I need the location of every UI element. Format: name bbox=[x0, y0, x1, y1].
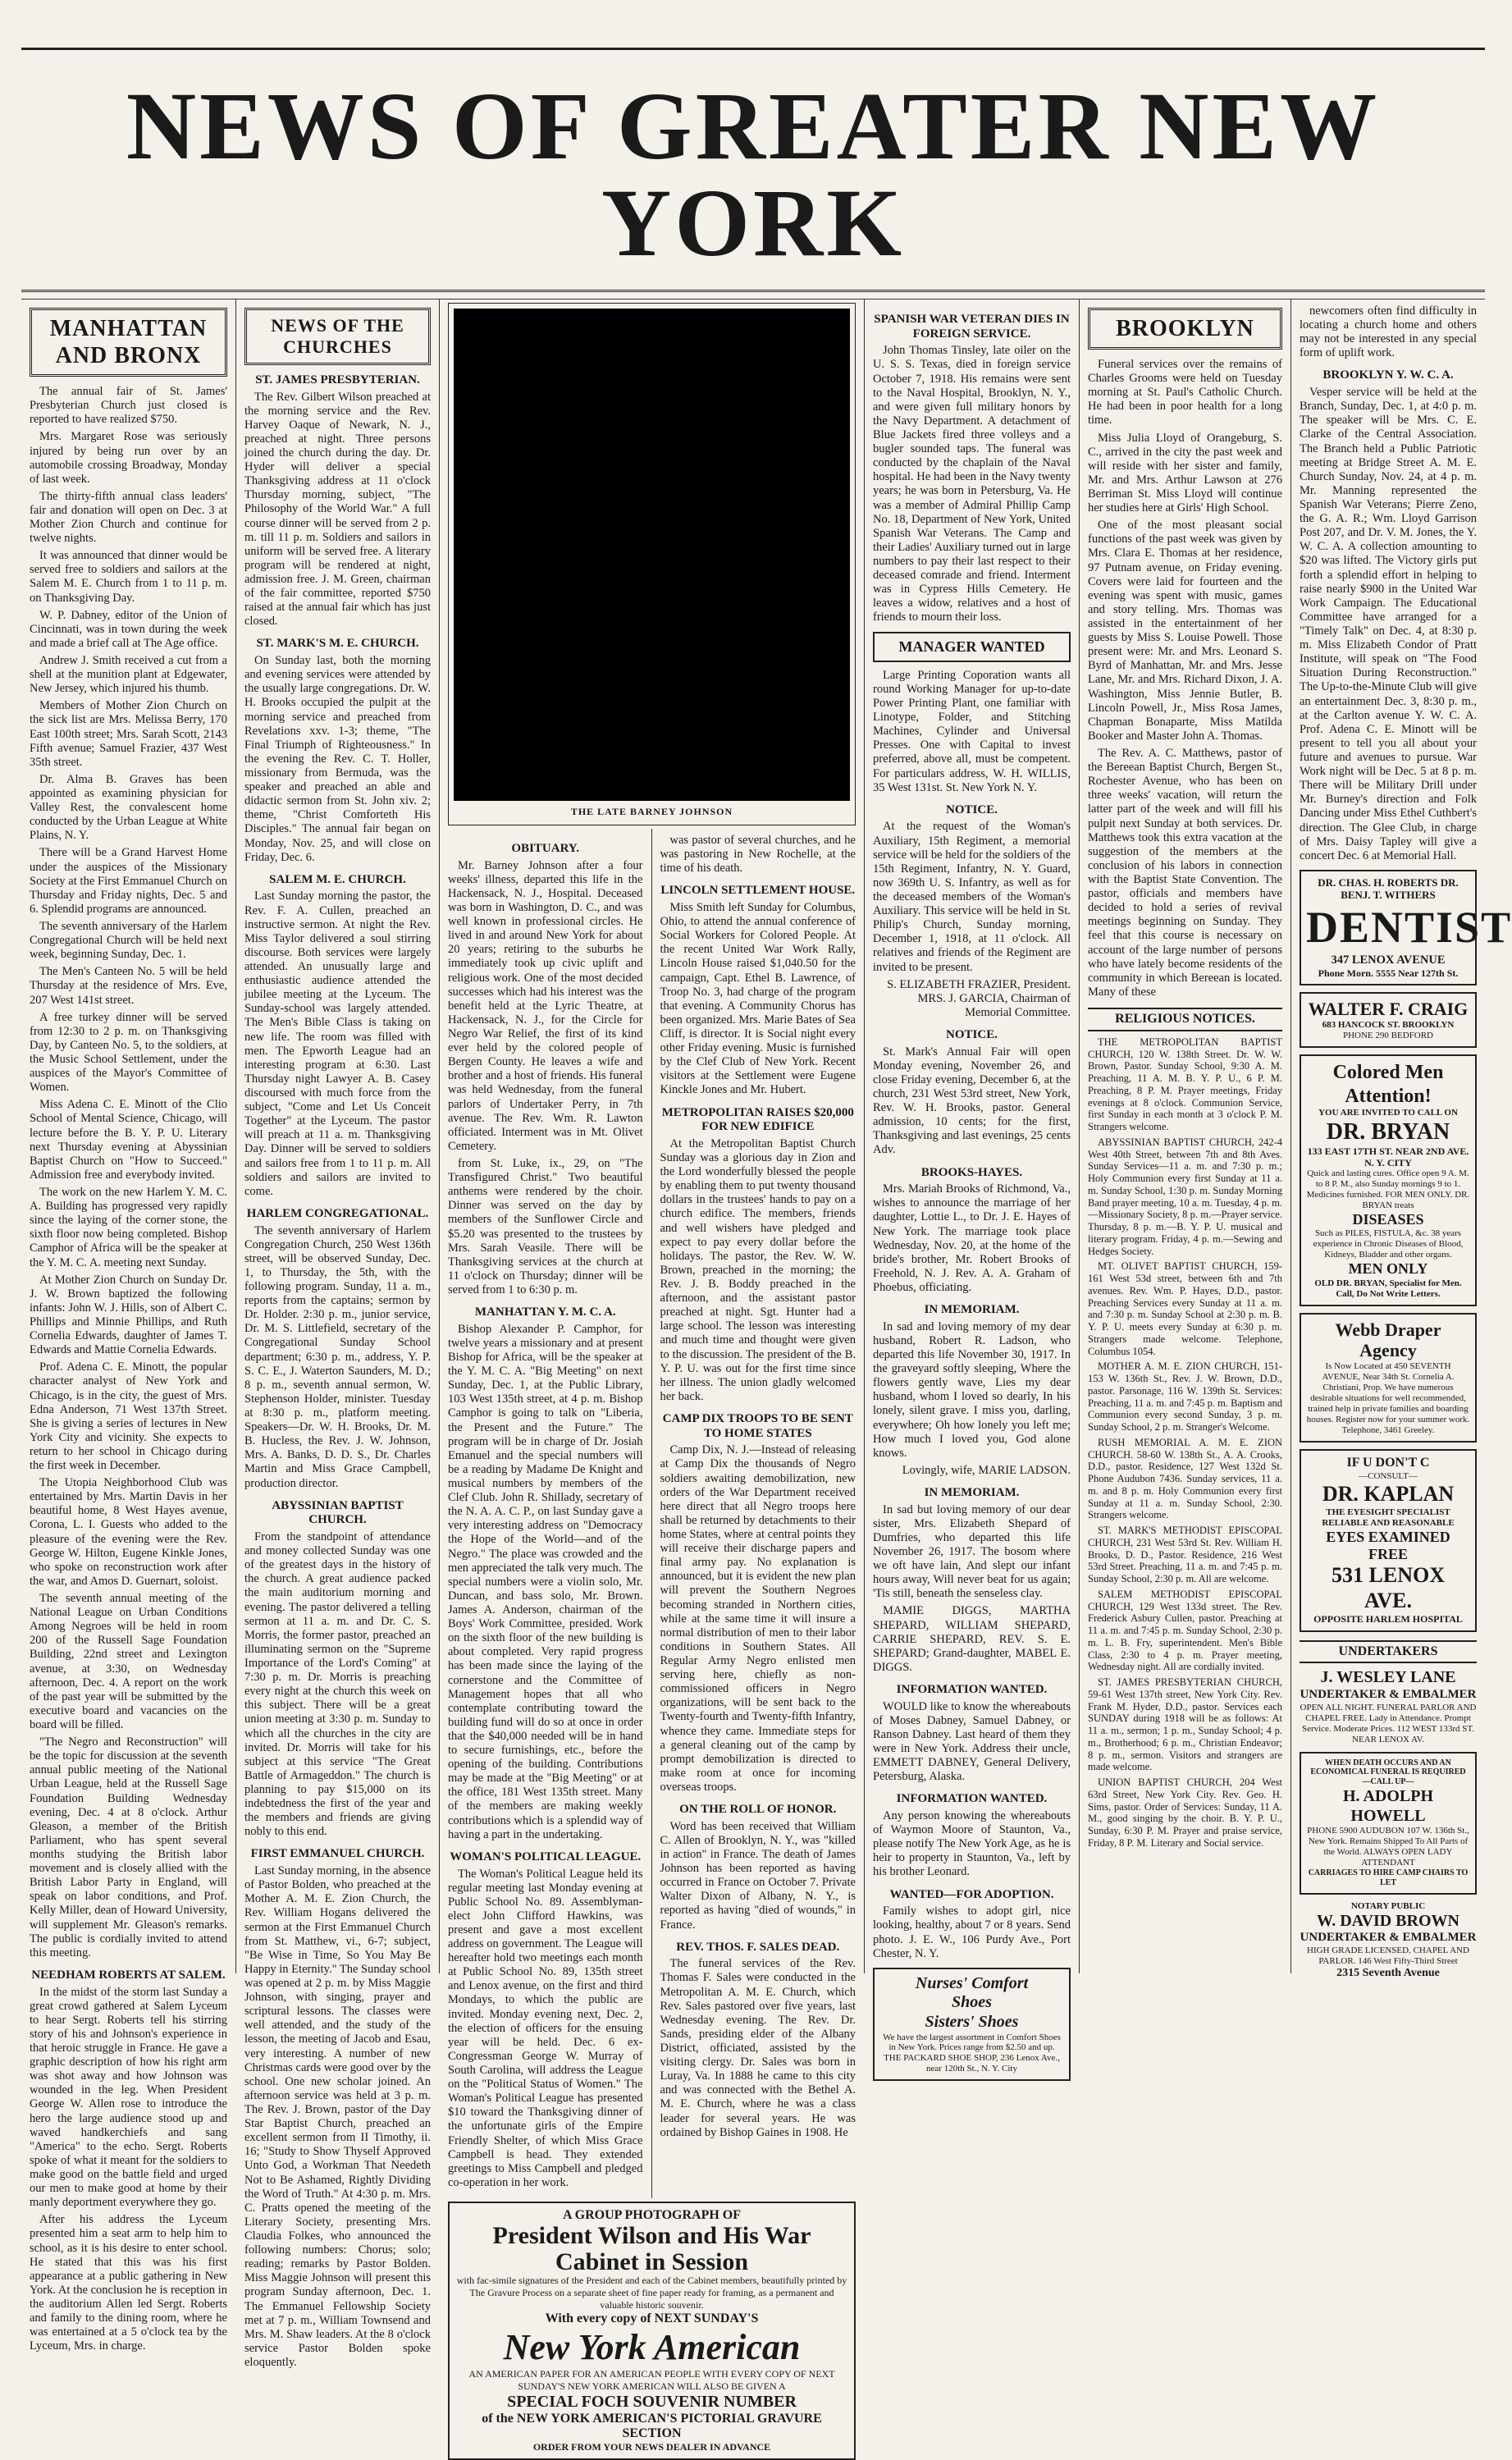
brown-name: W. DAVID BROWN bbox=[1317, 1911, 1459, 1930]
brown-title: UNDERTAKER & EMBALMER bbox=[1300, 1931, 1477, 1945]
brown-footer: 2315 Seventh Avenue bbox=[1336, 1966, 1440, 1979]
kaplan-line: —CONSULT— bbox=[1359, 1471, 1418, 1482]
church-text: The seventh anniversary of Harlem Congregation Church, 250 West 136th street, will be observed Sunday, Dec. 1, to Thursday, the 5th, with the following program. Sunday, 11 a. m., reports from the captains; sermon by Dr. Holder. 2:30 p. m., junior service, Dr. M. S. Littlefield, secretary of the Congregational Sunday School department; 6:30 p. m., address, Y. P. S. C. E., J. Waterton Saunders, M. D.; 8 p. m., seventh annual sermon, W. Stephenson Holder, minister. Tuesday at 8:30 p. m., platform meeting. Speakers—Dr. W. H. Brooks, Dr. M. B. Hucless, the Rev. J. W. Johnson, Mrs. A. Banks, D. D. S., Dr. Charles Martin and Miss Grace Campbell, production director. bbox=[244, 1223, 431, 1490]
diseases-title: DISEASES bbox=[1352, 1211, 1424, 1228]
brooks-hayes-text: Mrs. Mariah Brooks of Richmond, Va., wishes to announce the marriage of her daughter, Lottie L., to Dr. J. E. Hayes of New York. The marriage took place Wednesday, Nov. 20, at the home of the bride's brother, Mr. Robert Brooks of Freehold, N. J. Rev. A. A. Graham of Phoebus, officiating. bbox=[873, 1182, 1071, 1295]
lane-title: UNDERTAKER & EMBALMER bbox=[1300, 1688, 1477, 1702]
colored-men-line: Attention! bbox=[1345, 1085, 1432, 1107]
webb-draper-title: Webb Draper Agency bbox=[1335, 1319, 1441, 1361]
church-headline: HARLEM CONGREGATIONAL. bbox=[246, 1206, 429, 1220]
notice-headline: NOTICE. bbox=[946, 802, 998, 816]
adoption-text: Family wishes to adopt girl, nice looking, healthy, about 7 or 8 years. Send photo. J. E. W., 106 Purdy Ave., Port Chester, N. Y. bbox=[873, 1904, 1071, 1960]
manhattan-item: The seventh anniversary of the Harlem Congregational Church will be held next week, beginning Sunday, Dec. 1. bbox=[30, 920, 227, 962]
dentist-ad bbox=[1300, 870, 1512, 986]
honor-roll-headline: ON THE ROLL OF HONOR. bbox=[679, 1803, 837, 1817]
manhattan-item: Mrs. Margaret Rose was seriously injured by being run over by an automobile crossing Broadway, Monday of last week. bbox=[30, 430, 227, 486]
columns bbox=[21, 299, 1512, 2453]
center-subcolumns bbox=[440, 829, 864, 2198]
manhattan-section-title: MANHATTAN AND BRONX bbox=[30, 308, 227, 377]
masthead-title: NEWS OF GREATER NEW YORK bbox=[126, 72, 1381, 277]
manhattan-item: "The Negro and Reconstruction" will be the topic for discussion at the seventh annual public meeting of the National Urban League, held at the Russell Sage Foundation Building Wednesday evening, Dec. 4 at 8 o'clock. Arthur Gleason, a member of the British Parliament, who has spent several months studying the British labor movement and is closely allied with the British Labor Party in England, will speak on labor conditions, and Prof. Kelly Miller, dean of Howard University, will supplement Mr. Gleason's remarks. The public is cordially invited to attend this meeting. bbox=[30, 1735, 227, 1959]
wilson-ad-line: With every copy of NEXT SUNDAY'S bbox=[545, 2311, 759, 2326]
religious-notices bbox=[1088, 1036, 1282, 1850]
metropolitan-text: At the Metropolitan Baptist Church Sunday was a glorious day in Zion and the Lord wonderfully blessed the people by enabling them to put twenty thousand dollars in the trustees' hands to pay on a church edifice. The members, friends and well wishers have pledged and expect to pay every dollar before the holidays. The pastor, the Rev. W. W. Brown, preached in the morning; the Rev. J. B. Boddy preached in the afternoon, and the assistant pastor preached at night. Sgt. Hunter had a large school. The lesson was interesting and much time and thought were given to the discussion. The president of the B. Y. P. U. was out for the first time since her illness. The union gladly welcomed her back. bbox=[660, 1136, 856, 1403]
manhattan-item: Prof. Adena C. E. Minott, the popular character analyst of New York and Chicago, is in the city, the guest of Mrs. Edna Anderson, 71 West 137th Street. She is giving a series of lectures in New York City and vicinity. She expects to return to her school in Chicago during the first week in December. bbox=[30, 1360, 227, 1473]
fair-text: from St. Luke, ix., 29, on "The Transfigured Christ." Two beautiful anthems were rendered by the choir. Dinner was served on the day by members of the Sunflower Circle and $5.20 was presented to the trustees by Mrs. Sarah Veasile. There will be Thanksgiving services at the church at 11 o'clock on Thursday; dinner will be served from 1 to 6:30 p. m. bbox=[448, 1156, 643, 1296]
brooklyn-section-title: BROOKLYN bbox=[1088, 308, 1282, 350]
portrait-photo bbox=[454, 309, 850, 801]
church-text: Last Sunday morning the pastor, the Rev. F. A. Cullen, preached an instructive sermon. At night the Rev. Miss Taylor delivered a soul stirring discourse. Both services were largely attended. An unusually large and enthusiastic audience attended the jubilee meeting at the Lyceum. The Sunday-school was largely attended. The Men's Bible Class is taking on new life. The room was filled with men. The Epworth League had an interesting program at 6:30. Last Thursday night Lawyer A. B. Casey discoursed with much force from the subject, "Come and Let Us Conceit Together" at the Lyceum. The pastor will preach at 11 a. m. Thanksgiving Day. Dinner will be served to soldiers and sailors free from 1 to 11 p. m. All soldiers and sailors are invited to come. bbox=[244, 889, 431, 1198]
men-only-title: MEN ONLY bbox=[1348, 1260, 1428, 1278]
wilson-ad-footer: ORDER FROM YOUR NEWS DEALER IN ADVANCE bbox=[532, 2441, 771, 2453]
info-wanted-text: WOULD like to know the whereabouts of Moses Dabney, Samuel Dabney, or Ranson Dabney. Last heard of them they were in New York. Address their uncle, EMMETT DABNEY, General Delivery, Petersburg, Alaska. bbox=[873, 1699, 1071, 1784]
manager-wanted-text: Large Printing Coporation wants all round Working Manager for up-to-date Power Printing Plant, one familiar with Linotype, Folder, and Stitching Machines, Cylinder and Universal Presses. One with Capital to invest preferred, above all, must be competent. For particulars address, W. H. WILLIS, 35 West 131st. St. New York N. Y. bbox=[873, 668, 1071, 794]
manhattan-item: Andrew J. Smith received a cut from a shell at the munition plant at Edgewater, New Jersey, which injured his thumb. bbox=[30, 654, 227, 696]
brooks-hayes-headline: BROOKS-HAYES. bbox=[920, 1165, 1023, 1179]
sales-text: The funeral services of the Rev. Thomas F. Sales were conducted in the Metropolitan A. M. E. Church, which Rev. Sales pastored over five years, last Wednesday evening. The Rev. Dr. Sands, presiding elder of the Albany District, officiated, assisted by the visiting clergy. Dr. Sales was born in Luray, Va. In 1888 he came to this city and was connected with the Bethel A. M. E. Church, where he was a class leader for several years. He was ordained by Bishop Gaines in 1908. He bbox=[660, 1957, 856, 2139]
camp-dix-headline: CAMP DIX TROOPS TO BE SENT TO HOME STATES bbox=[662, 1412, 853, 1440]
webb-draper-ad bbox=[1300, 1313, 1477, 1443]
nurses-shoes-ad bbox=[873, 1968, 1071, 2082]
nurses-shoes-text: We have the largest assortment in Comfort Shoes in New York. Prices range from $2.50 and up. THE PACKARD SHOE SHOP, 236 Lenox Ave., near 120th St., N. Y. City bbox=[883, 2032, 1061, 2074]
manhattan-item: The annual fair of St. James' Presbyterian Church just closed is reported to have realized $750. bbox=[30, 385, 227, 427]
nurses-shoes-line: Nurses' Comfort bbox=[915, 1973, 1029, 1992]
manhattan-item: The thirty-fifth annual class leaders' fair and donation will open on Dec. 3 at Mother Zion Church and continue for twelve nights. bbox=[30, 489, 227, 546]
kaplan-line: THE EYESIGHT SPECIALIST RELIABLE AND REASONABLE bbox=[1322, 1507, 1455, 1528]
memoriam-text: In sad and loving memory of my dear husband, Robert R. Ladson, who departed this life November 30, 1917. In the graveyard softly sleeping, Where the flowers gently wave, Lies my dear husband, whom I loved so dearly, In his lonely, silent grave. I miss you, darling, everywhere; Oh how lonely you left me; How much I loved you, God alone knows. bbox=[873, 1319, 1071, 1460]
church-headline: SALEM M. E. CHURCH. bbox=[269, 872, 406, 886]
nurses-shoes-line: Shoes bbox=[952, 1993, 992, 2012]
women-league-text: The Woman's Political League held its regular meeting last Monday evening at Public School No. 89. Assemblyman-elect John Clifford Hawkins, was present and gave a most excellent address on government. The League will hereafter hold two meetings each month at Public School No. 89, 135th street and Lenox avenue, on the first and third Mondays, to which the public are invited. Monday evening next, Dec. 2, the election of officers for the ensuing year will be held. Dec. 6 ex-Congressman George W. Murray of South Carolina, will address the League on the "Political Status of Women." The Woman's Political League has presented $10 toward the Thanksgiving dinner of the unfortunate girls of the Empire Friendly Shelter, of which Miss Grace Campbell is head. They extended greetings to Miss Campbell and pledged co-operation in her work. bbox=[448, 1867, 643, 2189]
masthead bbox=[21, 48, 1485, 292]
colored-men-line: Colored Men bbox=[1332, 1062, 1444, 1084]
manhattan-item: There will be a Grand Harvest Home under the auspices of the Missionary Society at the First Emmanuel Church on Thursday and Friday nights, Dec. 5 and 6. Splendid programs are announced. bbox=[30, 846, 227, 916]
dentist-phone: Phone Morn. 5555 Near 127th St. bbox=[1318, 967, 1459, 980]
church-text: Last Sunday morning, in the absence of Pastor Bolden, who preached at the Mother A. M. E. Zion Church, the Rev. William Hogans delivered the sermon at the First Emmanuel Church from St. Matthew, vi., 6-7; subject, "Be Wise in Time, So You May Be Happy in Eternity." The Sunday school was opened at 2 p. m. by Miss Maggie Johnson, with singing, prayer and scriptural lessons. The classes were well attended, and the study of the lesson, the meeting of Jacob and Esau, very interesting. A number of new Christmas cards were good over by the school. One new scholar joined. An afternoon service was held at 3 p. m. The Rev. J. Brown, pastor of the Day Star Baptist Church, preached an excellent sermon from II Timothy, ii. 16; "Study to Show Thyself Approved Unto God, a Workman That Needeth Not to Be Ashamed, Rightly Dividing the Word of Truth." At 4:30 p. m. Mrs. C. Pratts opened the meeting of the Literary Society, presenting Mrs. Claudia Folkes, who announced the following numbers: Chorus; solo; reading; remarks by Pastor Bolden. Miss Maggie Johnson will present this program Sunday afternoon, Dec. 1. The Emmanuel Fellowship Society met at 7 p. m., William Townsend and Mrs. M. Shaw leaders. At the 8 o'clock service Pastor Bolden spoke eloquently. bbox=[244, 1864, 432, 2369]
new-york-american-logo: New York American bbox=[503, 2327, 801, 2368]
howell-text: PHONE 5900 AUDUBON 107 W. 136th St., New York. Remains Shipped To All Parts of the World. ALWAYS OPEN LADY ATTENDANT bbox=[1307, 1826, 1469, 1868]
lane-ad bbox=[1300, 1668, 1477, 1744]
manhattan-column bbox=[21, 299, 236, 2353]
religious-notice: MOTHER A. M. E. ZION CHURCH, 151-153 W. 136th St., Rev. J. W. Brown, D.D., pastor. Parsonage, 116 W. 139th St. Services: Preaching, 11 a. m. and 7:45 p. m. Baptism and Communion every second Sunday, 3 p. m. Sunday School, 2 p. m. Stranger's Welcome. bbox=[1088, 1360, 1282, 1433]
religious-notices-title: RELIGIOUS NOTICES. bbox=[1088, 1008, 1282, 1031]
notice-text: At the request of the Woman's Auxiliary, 15th Regiment, a memorial service will be held for the soldiers of the 15th Regiment, Infantry, N. Y. Guard, now 369th U. S. Infantry, as well as for the deceased members of the Woman's Auxiliary. This service will be held in St. Philip's Church, Sunday morning, December 1, 1918, at 11 o'clock. All relatives and friends of the Regiment are invited to be present. bbox=[873, 820, 1071, 974]
honor-roll-text: Word has been received that William C. Allen of Brooklyn, N. Y., was "killed in action" in France. The death of James Johnson has been reported as having occurred in France on October 7. Private Walter Dixon of Albany, N. Y., is reported as having "died of wounds," in France. bbox=[660, 1819, 856, 1932]
wilson-ad-text: with fac-simile signatures of the President and each of the Cabinet members, beautifully printed by The Gravure Process on a separate sheet of fine paper ready for framing, as a permanent and valuable historic souvenir. bbox=[456, 2275, 847, 2311]
wilson-ad bbox=[448, 2202, 856, 2460]
notice-signature: S. ELIZABETH FRAZIER, President. MRS. J. GARCIA, Chairman of Memorial Committee. bbox=[887, 977, 1071, 1019]
manhattan-item: Dr. Alma B. Graves has been appointed as examining physician for Valley Rest, the convalescent home conducted by the Urban League at White Plains, N. Y. bbox=[30, 772, 227, 843]
howell-ad bbox=[1300, 1752, 1477, 1895]
brown-text: HIGH GRADE LICENSED. CHAPEL AND PARLOR. 146 West Fifty-Third Street bbox=[1307, 1945, 1469, 1966]
notice-headline: NOTICE. bbox=[946, 1028, 998, 1041]
obituary-text: Mr. Barney Johnson after a four weeks' illness, departed this life in the Hackensack, N. J., Hospital. Deceased was born in Washington, D. C., and was well known in professional circles. He lived in and around New York for about 20 years; retiring to the suburbs he immediately took up civic uplift and religious work. One of the most decided successes which had his interest was the benefit held at the Lyric Theatre, at Hackensack, N. J., for the Circle for Negro War Relief, the first of its kind ever held by the colored people of Bergen County. He leaves a wife and brother and a host of friends. His funeral was held Wednesday, from the funeral parlors of Undertaker Perry, in 7th avenue. The Rev. Wm. R. Lawton officiated. Interment was in Mt. Olivet Cemetery. bbox=[448, 858, 643, 1153]
religious-notice: UNION BAPTIST CHURCH, 204 West 63rd Street, New York City. Rev. Geo. H. Sims, pastor. Order of Services: Sunday, 11 A. M., good singing by the choir. B. Y. P. U., Sunday, 6:30 P. M. Prayer and praise service, Friday, 8 P. M. Literary and Social service. bbox=[1088, 1776, 1282, 1849]
center-right-subcolumn bbox=[652, 829, 865, 2198]
wilson-ad-headline: President Wilson and His War Cabinet in Session bbox=[492, 2222, 811, 2275]
wilson-ad-line: A GROUP PHOTOGRAPH OF bbox=[562, 2208, 742, 2223]
brooklyn-item: Funeral services over the remains of Charles Grooms were held on Tuesday morning at St. Paul's Catholic Church. He had been in poor health for a long time. bbox=[1088, 358, 1282, 428]
manhattan-item: The Utopia Neighborhood Club was entertained by Mrs. Martin Davis in her beautiful home, 8 West Hayes avenue, Corona, L. I. Guests who added to the pleasure of the evening were the Rev. George W. Hilton, Eugene Kinkle Jones, who spoke on reconstruction work after the war, and Amos D. Guernart, soloist. bbox=[30, 1476, 227, 1588]
manhattan-item: W. P. Dabney, editor of the Union of Cincinnati, was in town during the week and made a brief call at The Age office. bbox=[30, 608, 227, 650]
brown-intro: NOTARY PUBLIC bbox=[1350, 1900, 1426, 1911]
sales-headline: REV. THOS. F. SALES DEAD. bbox=[676, 1940, 840, 1954]
column-five bbox=[865, 299, 1080, 2074]
brooklyn-ywca-text: Vesper service will be held at the Branch, Sunday, Dec. 1, at 4:0 p. m. The speaker will be Mrs. C. E. Clarke of the Central Association. The Branch held a Public Patriotic meeting at Bridge Street A. M. E. Church Sunday, Nov. 24, at 4 p. m. Mr. Manning represented the Spanish War Veterans; Pierre Zeno, the G. A. R.; Wm. Lloyd Garrison Post 207, and Dr. V. M. Jones, the Y. W. C. A. A collection amounting to $20 was lifted. The Victory girls put forth a splendid effort in helping to raise nearly $900 in the United War Work Campaign. The Educational Committee have arranged for a "Timely Talk" on Dec. 4, at 8:30 p. m. Miss Elizabeth Condor of Pratt Institute, will speak on "The Food Situation During Reconstruction." The Up-to-the-Minute Club will give an entertainment Dec. 3, 8:30 p. m., at the Carlton avenue Y. W. C. A. Prof. Adena C. E. Minott will be present to tell you all about your future and avenues to pursue. War Work night will be Dec. 5 at 8 p. m. There will be Military Drill under Mr. Burney's direction and Folk Dancing under Miss Ethel Cuthbert's direction. The Glee Club, in charge of Mrs. Daisy Tapley will give a concert Dec. 6 at Memorial Hall. bbox=[1300, 386, 1477, 862]
portrait-frame bbox=[448, 303, 856, 825]
howell-intro: WHEN DEATH OCCURS AND AN ECONOMICAL FUNERAL IS REQUIRED —CALL UP— bbox=[1310, 1758, 1466, 1787]
dentist-names: DR. CHAS. H. ROBERTS DR. BENJ. T. WITHERS bbox=[1318, 876, 1459, 902]
pastor-intro: was pastor of several churches, and he was pastoring in New Rochelle, at the time of his death. bbox=[660, 834, 856, 876]
craig-name: WALTER F. CRAIG bbox=[1308, 999, 1469, 1020]
kaplan-line: IF U DON'T C bbox=[1346, 1456, 1430, 1470]
brooklyn-ywca-headline: BROOKLYN Y. W. C. A. bbox=[1322, 368, 1454, 382]
manhattan-item: Miss Adena C. E. Minott of the Clio School of Mental Science, Chicago, will lecture before the B. Y. P. U. Literary next Thursday evening at Abyssinian Baptist Church on "How to Succeed." Admission free and everybody invited. bbox=[30, 1098, 227, 1182]
ads-column bbox=[1291, 299, 1512, 1979]
memoriam-headline: IN MEMORIAM. bbox=[924, 1303, 1020, 1317]
info-wanted-headline: INFORMATION WANTED. bbox=[896, 1683, 1048, 1697]
manager-wanted-box bbox=[873, 632, 1071, 662]
howell-footer: CARRIAGES TO HIRE CAMP CHAIRS TO LET bbox=[1308, 1868, 1469, 1887]
needham-paragraph: After his address the Lyceum presented him a seat arm to help him to school, as it is his desire to enter school. He stated that this was his first appearance at a public gathering in New York. At the conclusion he is reception in the auditorium Allen led Sergt. Roberts and family to the dining room, where he was entertained at a 5 o'clock tea by the Lyceum, Mrs. in charge. bbox=[30, 2213, 227, 2353]
kaplan-name: DR. KAPLAN bbox=[1322, 1482, 1455, 1507]
men-only-text: OLD DR. BRYAN, Specialist for Men. Call, Do Not Write Letters. bbox=[1314, 1278, 1462, 1299]
women-league-headline: WOMAN'S POLITICAL LEAGUE. bbox=[450, 1850, 642, 1863]
manhattan-item: The seventh annual meeting of the National League on Urban Conditions Among Negroes will be held in room 200 of the Russell Sage Foundation Building, 22nd street and Lexington avenue, at 3:30, on Wednesday afternoon, Dec. 4. A report on the work of the past year will be submitted by the executive board and vacancies on the board will be filled. bbox=[30, 1592, 227, 1732]
diseases-text: Such as PILES, FISTULA, &c. 38 years experience in Chronic Diseases of Blood, Kidneys, Bladder and other organs. bbox=[1313, 1228, 1464, 1260]
memoriam-headline: IN MEMORIAM. bbox=[924, 1486, 1020, 1500]
needham-paragraph: In the midst of the storm last Sunday a great crowd gathered at Salem Lyceum to hear Sergt. Roberts tell his stirring story of his and Johnson's experience in that heroic struggle in France. He gave a graphic description of how his right arm was shot away and how Johnson was wounded in the leg. When President George W. Allen rose to introduce the hero the large audience stood up and waved handkerchiefs and sang "America" to the echo. Sergt. Roberts spoke of what it meant for the soldiers to make good on the battle field and urged our men to make good at home by their manly deportment everywhere they go. bbox=[30, 1985, 227, 2210]
kaplan-line: OPPOSITE HARLEM HOSPITAL bbox=[1313, 1613, 1463, 1626]
wilson-ad-text: AN AMERICAN PAPER FOR AN AMERICAN PEOPLE WITH EVERY COPY OF NEXT SUNDAY'S NEW YORK AMERICAN WILL ALSO BE GIVEN A bbox=[468, 2368, 835, 2393]
brooklyn-column bbox=[1080, 299, 1291, 1973]
memoriam-signature: MAMIE DIGGS, MARTHA SHEPARD, WILLIAM SHEPARD, CARRIE SHEPARD, REV. S. E. SHEPARD; Grand-daughter, MABEL E. DIGGS. bbox=[873, 1604, 1071, 1674]
portrait-caption: THE LATE BARNEY JOHNSON bbox=[570, 806, 733, 817]
church-headline: FIRST EMMANUEL CHURCH. bbox=[250, 1847, 425, 1861]
church-text: The Rev. Gilbert Wilson preached at the morning service and the Rev. Harvey Oaque of Newark, N. J., preached at night. Three persons joined the church during the day. Dr. Hyder will deliver a special Thanksgiving address at 11 o'clock Thursday morning, subject, "The Philosophy of the World War." A full course dinner will be served from 2 p. m. till 11 p. m. Soldiers and sailors in uniform will be served free. A literary program will be rendered at night, admission free. J. M. Green, chairman of the fair committee, reported $750 raised at the annual fair which has just closed. bbox=[244, 390, 431, 629]
bryan-address: 133 EAST 17TH ST. NEAR 2ND AVE. N. Y. CITY bbox=[1307, 1145, 1469, 1169]
ymca-text: Bishop Alexander P. Camphor, for twelve years a missionary and at present Bishop for Africa, will be the speaker at the Y. M. C. A. "Big Meeting" on next Sunday, Dec. 1, at the Public Library, 103 West 135th street, at 4 p. m. Bishop Camphor is going to talk on "Liberia, the Present and the Future." The program will be in charge of Dr. Josiah Emanuel and the special numbers will be a reading by Madame De Knight and musical numbers by members of the Clef Club. John R. Shillady, secretary of the N. A. A. C. P., on last Sunday gave a very interesting address on "Democracy the Hope of the World—and of the Negro." The place was crowded and the men appreciated the talk very much. The special numbers were a violin solo, Mr. Duncan, and bass solo, Mr. Brown. James A. Anderson, chairman of the Boys' Work Committee, presided. Work on the sixth floor of the new building is about completed. Very rapid progress has been made since the laying of the cornerstone and the Committee of Management hopes that all who contemplate contributing toward the building fund will do so at once in order that the $40,000 needed will be in hand to secure furnishings, etc., before the opening of the building. Contributions may be made at the "Big Meeting" or at the office, 181 West 135th street. Many of the members are making weekly contributions which is a splendid way of having a part in the undertaking. bbox=[448, 1322, 643, 1841]
manhattan-item: It was announced that dinner would be served free to soldiers and sailors at the Salem M. E. Church from 1 to 11 p. m. on Thanksgiving Day. bbox=[30, 549, 227, 605]
info-wanted-text: Any person knowing the whereabouts of Waymon Moore of Staunton, Va., please notify The New York Age, as he is heir to property in Staunton, Va., left by his brother Leonard. bbox=[873, 1809, 1071, 1879]
dentist-address: 347 LENOX AVENUE bbox=[1331, 953, 1446, 967]
kaplan-ad bbox=[1300, 1449, 1477, 1631]
manhattan-item: The Men's Canteen No. 5 will be held Thursday at the residence of Mrs. Eve, 207 West 141st street. bbox=[30, 965, 227, 1007]
bryan-ad bbox=[1300, 1054, 1477, 1305]
manhattan-items bbox=[30, 385, 227, 1960]
religious-notice: RUSH MEMORIAL A. M. E. ZION CHURCH. 58-60 W. 138th St., A. A. Crooks, D.D., pastor. Residence, 127 West 132d St. Phone Audubon 7436. Sunday services, 11 a. m. and 8 p. m. Holy Communion every first Sunday at 11 a. m. Sunday School, 2:30. Strangers welcome. bbox=[1088, 1436, 1282, 1521]
lincoln-headline: LINCOLN SETTLEMENT HOUSE. bbox=[660, 884, 856, 898]
church-items bbox=[244, 373, 431, 2370]
metropolitan-headline: METROPOLITAN RAISES $20,000 FOR NEW EDIFICE bbox=[661, 1105, 854, 1134]
wilson-ad-line: SPECIAL FOCH SOUVENIR NUMBER bbox=[507, 2393, 797, 2412]
lincoln-text: Miss Smith left Sunday for Columbus, Ohio, to attend the annual conference of Social Workers for Colored People. At the recent United War Work Rally, Lincoln House raised $1,040.50 for the campaign, Capt. Ethel B. Lawrence, of Troop No. 3, had charge of the program that evening. A Community Chorus has been organized. Mrs. Marie Bates of Sea Cliff, is director. It is Social night every other Friday evening. Music is furnished by the Clef Club of New York. Recent visitors at the Settlement were Eugene Kinckle Jones and Mr. Hubert. bbox=[660, 901, 856, 1097]
church-headline: ST. JAMES PRESBYTERIAN. bbox=[255, 373, 420, 386]
manhattan-item: The work on the new Harlem Y. M. C. A. Building has progressed very rapidly since the laying of the corner stone, the sixth floor now being completed. Bishop Camphor of Africa will be the speaker at the Y. M. C. A. meeting next Sunday. bbox=[30, 1185, 227, 1269]
manhattan-item: A free turkey dinner will be served from 12:30 to 2 p. m. on Thanksgiving Day, by Canteen No. 5, to the soldiers, at the Music School Settlement, under the auspices of the Mayor's Committee of Women. bbox=[30, 1010, 227, 1095]
bryan-name: DR. BRYAN bbox=[1326, 1118, 1450, 1145]
notice-text: St. Mark's Annual Fair will open Monday evening, November 26, and close Friday evening, December 6, at the church, 231 West 53rd street, New York, Rev. W. H. Brooks, pastor. General admission, 10 cents; for the first, Thanksgiving and last evenings, 25 cents Adv. bbox=[873, 1045, 1071, 1157]
info-wanted-headline: INFORMATION WANTED. bbox=[896, 1792, 1048, 1806]
memoriam-text: In sad but loving memory of our dear sister, Mrs. Elizabeth Shepard of Dumfries, who departed this life November 26, 1917. The bosom where we oft have lain, And slept our infant hours away, Will never beat for us again; 'Tis still, beneath the senseless clay. bbox=[873, 1502, 1071, 1601]
camp-dix-text: Camp Dix, N. J.—Instead of releasing at Camp Dix the thousands of Negro soldiers awaiting demobilization, new orders of the War Department received here direct that all Negro troops here shall be returned by detachments to their home States, where at central points they will receive their discharge papers and final army pay. No explanation is announced, but it is evident the new plan will prevent the Southern Negroes becoming stranded in Northern cities, while at the same time it will insure a normal distribution of men to their labor conditions in Southern States. All Regular Army Negro enlisted men serving here, chiefly as non-commissioned officers in Negro organizations, will be sent back to the Twenty-fourth and Twenty-fifth Infantry, whence they came. Immediate steps for a general cleaning out of the camp by prompt demobilization is directed to make room at once for incoming overseas troops. bbox=[660, 1443, 856, 1794]
religious-notice: THE METROPOLITAN BAPTIST CHURCH, 120 W. 138th Street. Dr. W. W. Brown, Pastor. Sunday School, 9:30 A. M. Preaching, 11 A. M. B. Y. P. U., 6 P. M. Preaching, 8 P. M. Prayer meetings, Friday evenings at 8 o'clock. Communion Service, first Sunday in each month at 3 o'clock P. M. Strangers welcome. bbox=[1088, 1036, 1282, 1133]
bryan-text: Quick and lasting cures. Office open 9 A. M. to 8 P. M., also Sunday mornings 9 to 1. Medicines furnished. FOR MEN ONLY. DR. BRYAN treats bbox=[1306, 1168, 1470, 1211]
church-text: From the standpoint of attendance and money collected Sunday was one of the greatest days in the history of the church. A great audience packed the main auditorium morning and evening. The pastor delivered a telling sermon at 11 a. m. and Dr. C. S. Morris, the former pastor, preached an illuminating sermon on the "Supreme Importance of the Lord's Coming" at 7:30 p. m. Dr. Morris is preaching every night at the church this week on this subject. There will be a great union meeting at 3:30 p. m. Sunday to which all the churches in the city are invited. Dr. Morris will take for his subject at this service "The Great Battle of Armageddon." The church is planning to pay $15,000 on its indebtedness the first of the year and the members and friends are giving nobly to this end. bbox=[244, 1530, 431, 1839]
dentist-word: DENTIST bbox=[1306, 902, 1512, 952]
brooklyn-continued: newcomers often find difficulty in locating a church home and others may not be interested in any special form of uplift work. bbox=[1300, 304, 1477, 360]
spanish-war-text: John Thomas Tinsley, late oiler on the U. S. S. Texas, died in foreign service October 7, 1918. His remains were sent to the Naval Hospital, Brooklyn, N. Y., and were given full military honors by the Navy Department. A detachment of Blue Jackets fired three volleys and a bugler sounded taps. The funeral was conducted by the chaplain of the Naval hospital. He had been in the Navy twenty years; he was born in Petersburg, Va. He was a member of Admiral Phillip Camp No. 18, Department of New York, United Spanish War Veterans. The Camp and their Ladies' Auxiliary turned out in large numbers to pay their last respect to their deceased comrade and friend. Interment was in Cypress Hills Cemetery. He leaves a widow, relatives and a host of friends to mourn their loss. bbox=[873, 344, 1071, 624]
wilson-ad-line: of the NEW YORK AMERICAN'S PICTORIAL GRAVURE SECTION bbox=[482, 2412, 822, 2441]
spanish-war-headline: SPANISH WAR VETERAN DIES IN FOREIGN SERVICE. bbox=[874, 313, 1070, 341]
manhattan-item: At Mother Zion Church on Sunday Dr. J. W. Brown baptized the following infants: John W. J. Hills, son of Albert C. Phillips and Minnie Phillips, and Ruth Cornelia Edwards, daughter of James T. Edwards and Mattie Cornelia Edwards. bbox=[30, 1273, 227, 1357]
webb-draper-text: Is Now Located at 450 SEVENTH AVENUE, Near 34th St. Cornelia A. Christiani, Prop. We have numerous desirable situations for well recommended, trained help in private families and boarding houses. Register now for your summer work. Telephone, 3461 Greeley. bbox=[1306, 1361, 1470, 1436]
ymca-headline: MANHATTAN Y. M. C. A. bbox=[474, 1305, 616, 1319]
craig-ad bbox=[1300, 992, 1477, 1048]
churches-section-title: NEWS OF THE CHURCHES bbox=[244, 308, 431, 365]
craig-address: 683 HANCOCK ST. BROOKLYN bbox=[1322, 1020, 1455, 1031]
brooklyn-item: The Rev. A. C. Matthews, pastor of the Bereean Baptist Church, Bergen St., Rochester Avenue, who has been on three weeks' vacation, will return the latter part of the week and will fill his pulpit next Sunday at both services. Dr. Matthews took this extra vacation at the suggestion of the members at the conclusion of his labors in connection with the Baptist State Convention. The pastor, officials and members have decided to hold a series of revival meetings beginning on Sunday. They feel that this course is necessary on account of the large number of persons who have lately become residents of the community in which Bereean is located. Many of these bbox=[1088, 746, 1282, 999]
adoption-headline: WANTED—FOR ADOPTION. bbox=[889, 1887, 1054, 1901]
religious-notice: ST. MARK'S METHODIST EPISCOPAL CHURCH, 231 West 53rd St. Rev. William H. Brooks, D. D., Pastor. Residence, 216 West 53rd Street. Preaching, 11 a. m. and 7:45 p. m. Sunday School, 2:30 p. m. All are welcome. bbox=[1088, 1525, 1282, 1585]
kaplan-address: 531 LENOX AVE. bbox=[1332, 1563, 1445, 1612]
manager-wanted-title: MANAGER WANTED bbox=[898, 638, 1045, 655]
undertakers-title: UNDERTAKERS bbox=[1300, 1640, 1477, 1664]
craig-phone: PHONE 290 BEDFORD bbox=[1342, 1031, 1433, 1041]
howell-name: H. ADOLPH HOWELL bbox=[1342, 1787, 1433, 1825]
lane-text: OPEN ALL NIGHT. FUNERAL PARLOR AND CHAPEL FREE. Lady in Attendance. Prompt Service. Moderate Prices. 112 WEST 133rd ST. NEAR LENOX AV. bbox=[1300, 1702, 1477, 1744]
center-left-subcolumn bbox=[440, 829, 652, 2198]
churches-column bbox=[236, 299, 440, 2369]
bryan-invite: YOU ARE INVITED TO CALL ON bbox=[1318, 1108, 1458, 1118]
nurses-shoes-line: Sisters' Shoes bbox=[925, 2012, 1019, 2031]
church-headline: ABYSSINIAN BAPTIST CHURCH. bbox=[272, 1498, 404, 1527]
church-headline: ST. MARK'S M. E. CHURCH. bbox=[256, 637, 419, 651]
brown-ad bbox=[1300, 1901, 1477, 1981]
brooklyn-item: One of the most pleasant social functions of the past week was given by Mrs. Clara E. Thomas at her residence, 97 Putnam avenue, on Friday evening. Covers were laid for fourteen and the evening was spent with music, games and story telling. Mrs. Thomas was assisted in the entertainment of her guests by Miss S. Louise Powell. Those present were: Mr. and Mrs. Leonard S. Byrd of Manhattan, Mr. and Mrs. Jesse Lane, Mr. and Mrs. Richard Dixon, J. A. Washington, Miss Jennie Butler, B. Lincoln Powell, Jr., Miss Rosa James, Chapman Bonaparte, Miss Matilda Booker and Master John A. Thomas. bbox=[1088, 519, 1282, 743]
religious-notice: SALEM METHODIST EPISCOPAL CHURCH, 129 West 133d street. The Rev. Frederick Asbury Cullen, pastor. Preaching at 11 a. m. and 7:45 p. m. Sunday School, 2:30 p. m. L. B. Fry, superintendent. Men's Bible Class, 2:30 to 4 p. m. Prayer meeting, Wednesday night. All are cordially invited. bbox=[1088, 1588, 1282, 1673]
center-block bbox=[440, 299, 865, 2453]
needham-headline: NEEDHAM ROBERTS AT SALEM. bbox=[31, 1968, 226, 1982]
religious-notice: ST. JAMES PRESBYTERIAN CHURCH, 59-61 West 137th street, New York City. Rev. Frank M. Hyder, D.D., pastor. Services each SUNDAY during 1918 will be as follows: At 11 a. m., sermon; 1 p. m., Sunday School; 4 p. m., Brotherhood; 6 p. m., Christian Endeavor; 8 p. m., sermon. Visitors and strangers are made welcome. bbox=[1088, 1676, 1282, 1773]
church-text: On Sunday last, both the morning and evening services were attended by the usually large congregations. Dr. W. H. Brooks occupied the pulpit at the morning service and preached from Revelations xxv. 1-3; theme, "The Final Triumph of Righteousness." In the evening the Rev. C. T. Holler, missionary from Bermuda, was the speaker and preached an able and didactic sermon from St. John xiv. 2; theme, "Christ Comforteth His Disciples." The annual fair began on Monday, Nov. 25, and will close on Friday, Dec. 6. bbox=[244, 654, 431, 864]
memoriam-signature: Lovingly, wife, MARIE LADSON. bbox=[902, 1463, 1071, 1477]
kaplan-line: EYES EXAMINED FREE bbox=[1326, 1528, 1450, 1562]
brooklyn-items bbox=[1088, 358, 1282, 999]
lane-name: J. WESLEY LANE bbox=[1320, 1668, 1456, 1687]
obituary-headline: OBITUARY. bbox=[511, 842, 580, 855]
religious-notice: ABYSSINIAN BAPTIST CHURCH, 242-4 West 40th Street, between 7th and 8th Aves. Sunday Services—11 a. m. and 7:30 p. m.; Holy Communion every first Sunday at 11 a. m. Sunday School, 1:30 p. m. Sunday Morning Band prayer meeting, 10 a. m. Tuesday, 4 p. m.—Missionary Society, 8 p. m.—Prayer service. Thursday, 8 p. m.—B. Y. P. U. musical and literary program. Friday, 4 p. m.—Sewing and Hedges Society. bbox=[1088, 1136, 1282, 1257]
brooklyn-item: Miss Julia Lloyd of Orangeburg, S. C., arrived in the city the past week and will reside with her sister and family, Mr. and Mrs. Arthur Lawson at 276 Berriman St. Miss Lloyd will continue her studies here at Girls' High School. bbox=[1088, 431, 1282, 515]
manhattan-item: Members of Mother Zion Church on the sick list are Mrs. Melissa Berry, 170 East 100th street; Mrs. Sarah Scott, 2143 Fifth avenue; Samuel Frazier, 437 West 35th street. bbox=[30, 699, 227, 769]
religious-notice: MT. OLIVET BAPTIST CHURCH, 159-161 West 53d street, between 6th and 7th avenues. Rev. Wm. P. Hayes, D.D., pastor. Preaching Services every Sunday at 11 a. m. and 7:30 p. m. Sunday School at 2:30 p. m. B. Y. P. U. meets every Sunday at 6:30 p. m. Strangers made welcome. Telephone, Columbus 1054. bbox=[1088, 1260, 1282, 1357]
